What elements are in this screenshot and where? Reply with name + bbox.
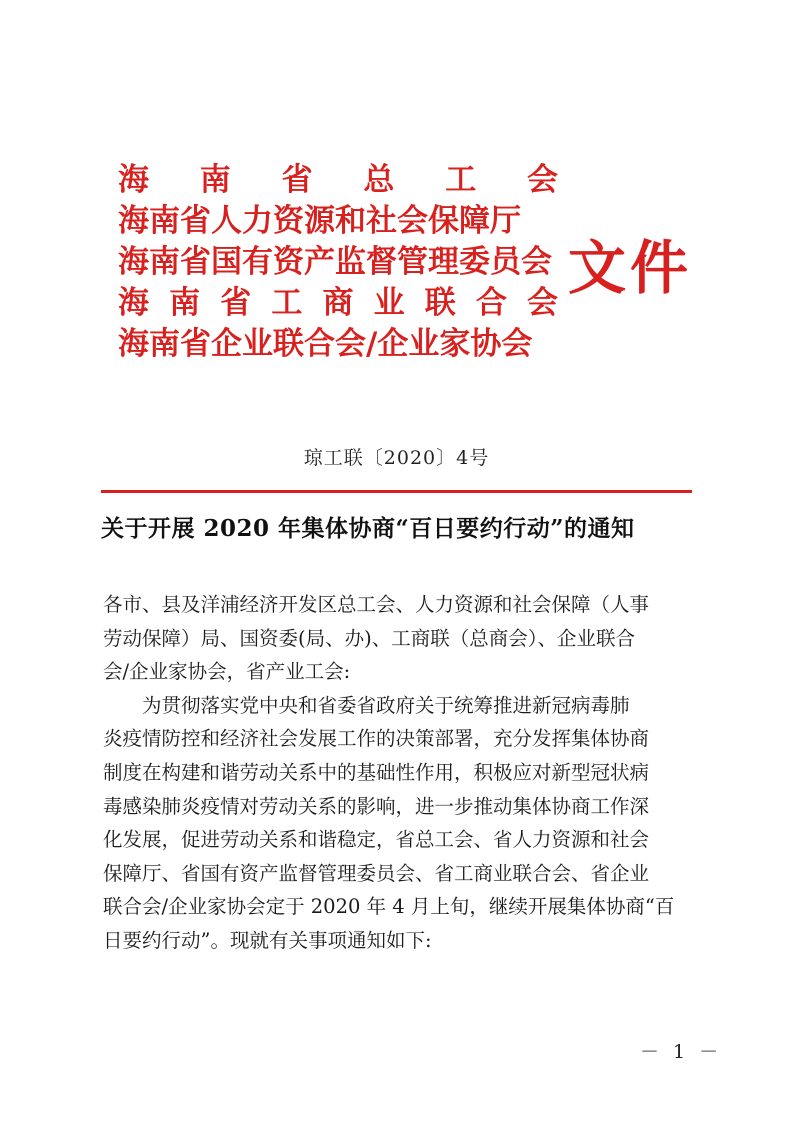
body-line: 化发展，促进劳动关系和谐稳定，省总工会、省人力资源和社会 (103, 828, 650, 852)
issuer-char: 南 (199, 162, 231, 198)
body-line: 毒感染肺炎疫情对劳动关系的影响，进一步推动集体协商工作深 (103, 794, 650, 818)
issuer-char: 总 (363, 162, 395, 198)
issuer-federation-commerce (118, 283, 558, 324)
issuer-char: 海 (118, 162, 149, 198)
document-number: 琼工联〔2020〕4号 (303, 447, 490, 469)
issuer-list (118, 160, 558, 365)
issuer-char: 海 (118, 285, 149, 321)
document-body (103, 588, 693, 958)
issuer-hr-department: 海南省人力资源和社会保障厅 (118, 203, 521, 239)
issuer-char: 工 (271, 285, 303, 321)
issuer-char: 联 (424, 285, 456, 321)
body-line: 保障厅、省国有资产监督管理委员会、省工商业联合会、省企业 (103, 861, 650, 885)
document-header (118, 160, 718, 370)
body-line: 会/企业家协会，省产业工会: (103, 660, 351, 684)
issuer-char: 业 (373, 285, 405, 321)
issuer-trade-union (118, 160, 558, 201)
body-line: 制度在构建和谐劳动关系中的基础性作用，积极应对新型冠状病 (103, 760, 650, 784)
document-type-label: 文件 (568, 234, 693, 302)
body-line: 各市、县及洋浦经济开发区总工会、人力资源和社会保障（人事 (103, 593, 650, 616)
issuer-char: 省 (281, 162, 313, 198)
red-divider (101, 490, 692, 493)
issuer-char: 工 (445, 162, 477, 198)
body-line: 联合会/企业家协会定于 2020 年 4 月上旬，继续开展集体协商“百 (103, 895, 675, 919)
document-title: 关于开展 2020 年集体协商“百日要约行动”的通知 (101, 515, 635, 542)
issuer-char: 省 (220, 285, 252, 321)
issuer-char: 商 (322, 285, 354, 321)
body-line: 日要约行动”。现就有关事项通知如下: (103, 928, 432, 952)
issuer-char: 合 (475, 285, 507, 321)
issuer-sasac: 海南省国有资产监督管理委员会 (118, 244, 552, 280)
issuer-char: 南 (169, 285, 201, 321)
issuer-enterprise-confederation: 海南省企业联合会/企业家协会 (118, 326, 533, 362)
body-line: 为贯彻落实党中央和省委省政府关于统筹推进新冠病毒肺 (103, 693, 630, 717)
issuer-char: 会 (526, 162, 558, 198)
body-line: 炎疫情防控和经济社会发展工作的决策部署，充分发挥集体协商 (103, 727, 650, 751)
body-line: 劳动保障）局、国资委(局、办)、工商联（总商会）、企业联合 (103, 626, 635, 650)
page-number: － 1 － (640, 1041, 723, 1063)
issuer-char: 会 (527, 285, 558, 321)
